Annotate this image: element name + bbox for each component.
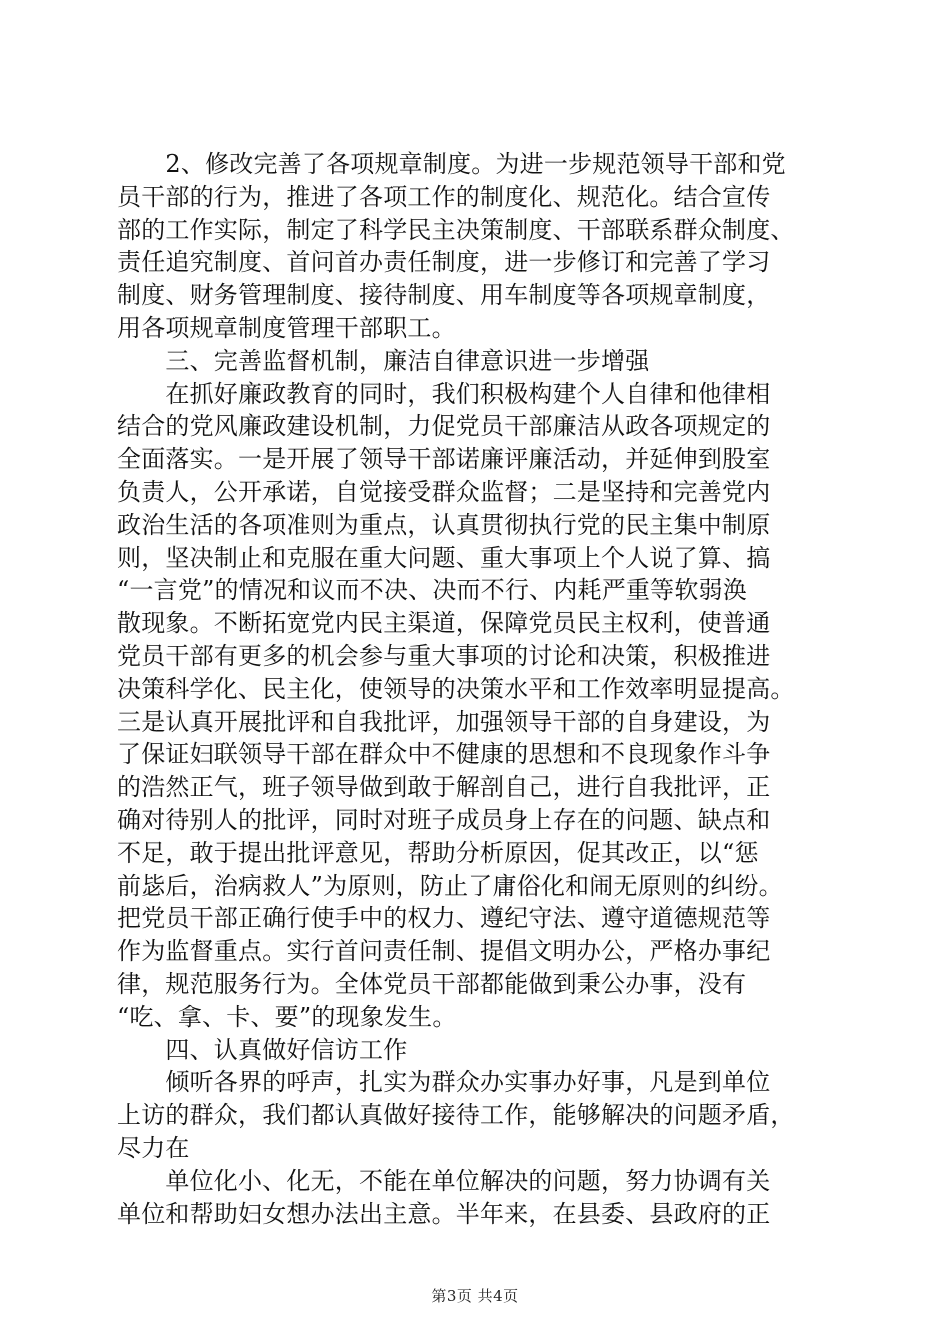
text-line: 决策科学化、民主化，使领导的决策水平和工作效率明显提高。 [117,674,795,703]
text-line: 责任追究制度、首问首办责任制度，进一步修订和完善了学习 [117,248,771,277]
text-line: 员干部的行为，推进了各项工作的制度化、规范化。结合宣传 [117,182,771,211]
text-line: 的浩然正气，班子领导做到敢于解剖自己，进行自我批评，正 [117,773,771,802]
section-heading: 三、完善监督机制，廉洁自律意识进一步增强 [117,346,650,375]
text-line: 单位和帮助妇女想办法出主意。半年来，在县委、县政府的正 [117,1199,771,1228]
text-line: 政治生活的各项准则为重点，认真贯彻执行党的民主集中制原 [117,510,771,539]
text-line: “吃、拿、卡、要”的现象发生。 [117,1002,457,1031]
text-line: 了保证妇联领导干部在群众中不健康的思想和不良现象作斗争 [117,740,771,769]
text-line: 倾听各界的呼声，扎实为群众办实事办好事，凡是到单位 [117,1068,771,1097]
text-line: 部的工作实际，制定了科学民主决策制度、干部联系群众制度、 [117,215,795,244]
text-line: 尽力在 [117,1133,190,1162]
text-line: “一言党”的情况和议而不决、决而不行、内耗严重等软弱涣 [117,576,747,605]
text-line: 前毖后，治病救人”为原则，防止了庸俗化和闹无原则的纠纷。 [117,871,783,900]
text-line: 党员干部有更多的机会参与重大事项的讨论和决策，积极推进 [117,641,771,670]
text-line: 律，规范服务行为。全体党员干部都能做到秉公办事，没有 [117,969,747,998]
text-line: 在抓好廉政教育的同时，我们积极构建个人自律和他律相 [117,379,771,408]
text-line: 负责人，公开承诺，自觉接受群众监督；二是坚持和完善党内 [117,477,771,506]
text-line: 则，坚决制止和克服在重大问题、重大事项上个人说了算、搞 [117,543,771,572]
page-number-footer: 第3页 共4页 [431,1287,519,1305]
text-line: 把党员干部正确行使手中的权力、遵纪守法、遵守道德规范等 [117,904,771,933]
document-body [117,148,837,1230]
text-line: 单位化小、化无，不能在单位解决的问题，努力协调有关 [117,1166,771,1195]
text-line: 用各项规章制度管理干部职工。 [117,313,456,342]
text-line: 结合的党风廉政建设机制，力促党员干部廉洁从政各项规定的 [117,412,771,441]
text-line: 制度、财务管理制度、接待制度、用车制度等各项规章制度， [117,281,771,310]
text-line: 作为监督重点。实行首问责任制、提倡文明办公，严格办事纪 [117,937,771,966]
text-line: 上访的群众，我们都认真做好接待工作，能够解决的问题矛盾， [117,1101,795,1130]
text-line: 三是认真开展批评和自我批评，加强领导干部的自身建设，为 [117,707,771,736]
text-line: 散现象。不断拓宽党内民主渠道，保障党员民主权利，使普通 [117,609,771,638]
text-line: 不足，敢于提出批评意见，帮助分析原因，促其改正，以“惩 [117,838,759,867]
section-heading: 四、认真做好信访工作 [117,1035,408,1064]
text-line: 2、修改完善了各项规章制度。为进一步规范领导干部和党 [117,150,786,178]
text-line: 全面落实。一是开展了领导干部诺廉评廉活动，并延伸到股室 [117,445,771,474]
text-line: 确对待别人的批评，同时对班子成员身上存在的问题、缺点和 [117,805,771,834]
